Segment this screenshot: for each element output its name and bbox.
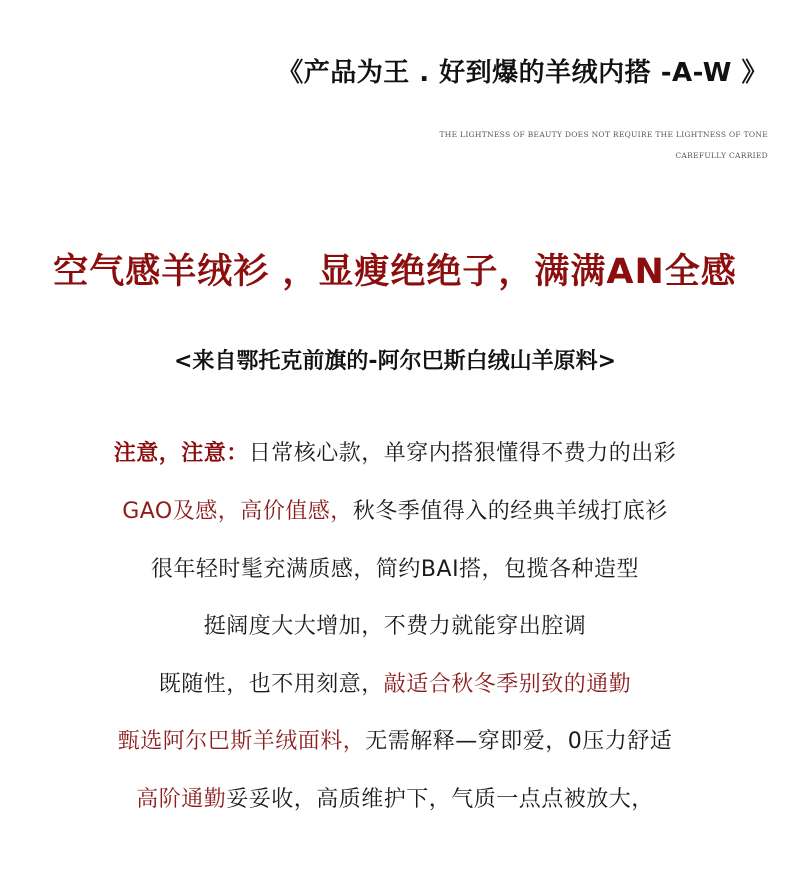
body-line-5	[0, 667, 790, 698]
body-line-6	[0, 724, 790, 755]
body-text: 既随性，也不用刻意，	[158, 672, 384, 697]
tagline-line2: CAREFULLY CARRIED	[675, 151, 768, 160]
body-text: 秋冬季值得入的经典羊绒打底衫	[352, 499, 668, 524]
body-line-7	[0, 782, 790, 813]
body-text: 挺阔度大大增加，不费力就能穿出腔调	[203, 614, 587, 639]
highlight-text: 高阶通勤	[136, 787, 227, 812]
notice-label: 注意，注意：	[113, 441, 249, 466]
tagline-line1: THE LIGHTNESS OF BEAUTY DOES NOT REQUIRE THE LIGHTNESS OF TONE	[439, 130, 768, 139]
highlight-text: GAO及感，高价值感，	[122, 499, 353, 524]
body-text: 日常核心款，单穿内搭狠懂得不费力的出彩	[248, 441, 677, 466]
body-line-2	[0, 494, 790, 525]
body-text: 妥妥收，高质维护下，气质一点点被放大，	[226, 787, 654, 812]
body-line-1	[0, 436, 790, 467]
highlight-text: 甄选阿尔巴斯羊绒面料，	[117, 729, 366, 754]
body-line-4	[0, 609, 790, 640]
subhead: <来自鄂托克前旗的-阿尔巴斯白绒山羊原料>	[174, 349, 616, 374]
body-text: 无需解释—穿即爱，0压力舒适	[365, 729, 673, 754]
body-line-3	[0, 552, 790, 583]
headline: 空气感羊绒衫 ，显瘦绝绝子，满满AN全感	[53, 252, 737, 292]
highlight-text: 敲适合秋冬季别致的通勤	[383, 672, 632, 697]
body-text: 很年轻时髦充满质感，简约BAI搭，包揽各种造型	[150, 557, 640, 582]
brand-title: 《产品为王 . 好到爆的羊绒内搭 -A-W 》	[277, 58, 768, 88]
